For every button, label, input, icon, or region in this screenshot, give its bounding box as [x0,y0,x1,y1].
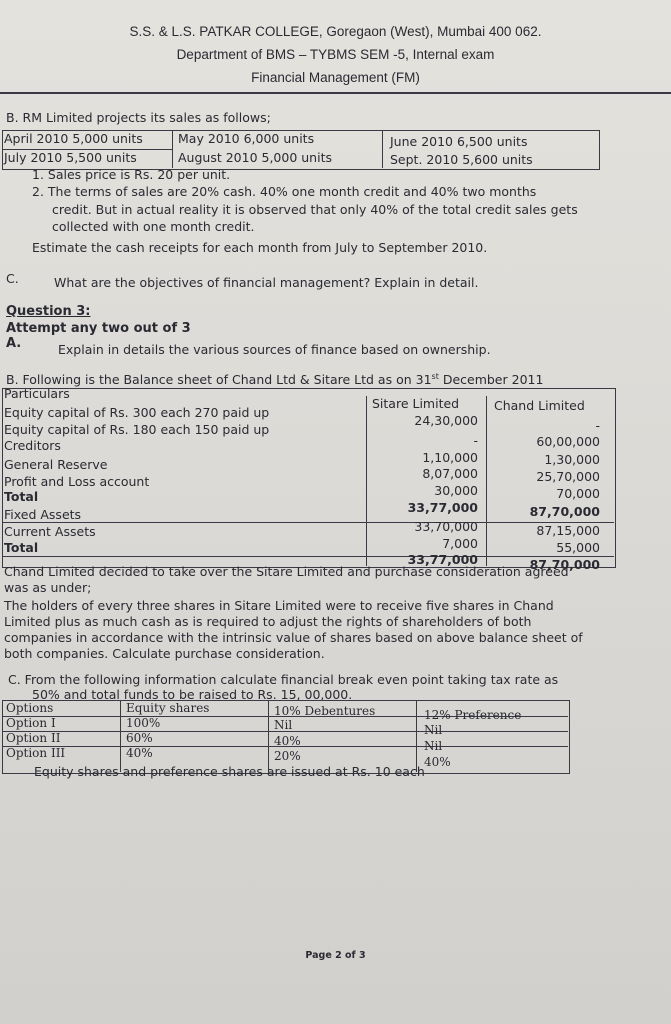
qb-point-1: 1. Sales price is Rs. 20 per unit. [32,167,231,182]
sales-cell: April 2010 5,000 units [4,131,143,146]
q3b-para: The holders of every three shares in Sitare Limited were to receive five shares in Chand [4,598,554,613]
q3b-para: companies in accordance with the intrinsic value of shares based on above balance sheet of [4,630,583,645]
q3c-intro-cont: 50% and total funds to be raised to Rs. 15, 00,000. [32,687,353,702]
options-cell: 40% [274,734,301,748]
bs-divider [366,396,367,566]
bs-row-sitare: 8,07,000 [422,466,478,481]
bs-row-label: Total [4,489,39,504]
options-cell: Option II [6,731,61,745]
options-cell: 40% [424,755,451,769]
options-cell: Nil [274,718,293,732]
options-header: 10% Debentures [274,704,376,718]
bs-col-sitare: Sitare Limited [372,396,460,411]
bs-row-sitare: 33,70,000 [414,519,478,534]
subject-title: Financial Management (FM) [251,70,420,85]
options-cell: 60% [126,731,153,745]
bs-row-sitare: - [473,433,478,448]
bs-row-label: Profit and Loss account [4,474,150,489]
bs-row-chand: 87,70,000 [529,504,600,519]
q3a-label: A. [6,336,22,351]
options-divider [416,700,417,772]
sales-table-divider [172,130,173,168]
q3b-para: was as under; [4,580,92,595]
bs-row-label: General Reserve [4,457,108,472]
options-header: Equity shares [126,701,210,715]
q3b-para: both companies. Calculate purchase consideration. [4,646,325,661]
q3b-intro-end: December 2011 [438,372,544,388]
bs-row-label: Total [4,540,39,555]
sales-cell: June 2010 6,500 units [390,134,528,149]
sales-table-divider [382,130,383,168]
options-cell: Nil [424,723,443,737]
options-cell: 100% [126,716,161,730]
bs-row-chand: 55,000 [556,540,600,555]
qb-point-2-cont: credit. But in actual reality it is observed that only 40% of the total credit sales gets [52,202,578,217]
bs-row-sitare: 30,000 [434,483,478,498]
bs-row-sitare: 24,30,000 [414,413,478,428]
qc-text: What are the objectives of financial management? Explain in detail. [54,275,479,290]
bs-row-chand: 1,30,000 [544,452,600,467]
bs-row-label: Fixed Assets [4,507,82,522]
bs-col-particulars: Particulars [4,386,70,401]
sales-cell: May 2010 6,000 units [178,131,315,146]
q3a-text: Explain in details the various sources of finance based on ownership. [58,342,491,357]
bs-row-chand: 25,70,000 [536,469,600,484]
options-header: 12% Preference [424,708,522,722]
bs-row-sitare: 33,77,000 [407,500,478,515]
bs-row-chand: 60,00,000 [536,434,600,449]
q3b-para: Limited plus as much cash as is required to adjust the rights of shareholders of both [4,614,532,629]
options-cell: 20% [274,749,301,763]
bs-row-label: Creditors [4,438,61,453]
bs-row-sitare: 1,10,000 [422,450,478,465]
bs-row-sitare: 7,000 [442,536,478,551]
bs-row-label: Equity capital of Rs. 180 each 150 paid up [4,422,270,437]
q3b-intro [6,372,543,387]
header-rule [0,92,671,94]
bs-row-chand: 87,15,000 [536,523,600,538]
sales-cell: August 2010 5,000 units [178,150,332,165]
options-header: Options [6,701,54,715]
options-cell: Option III [6,746,66,760]
qb-point-2-cont: collected with one month credit. [52,219,255,234]
page-number: Page 2 of 3 [305,950,366,961]
bs-row-label: Equity capital of Rs. 300 each 270 paid up [4,405,270,420]
q3b-para: Chand Limited decided to take over the Sitare Limited and purchase consideration agreed [4,564,569,579]
department-line: Department of BMS – TYBMS SEM -5, Internal exam [176,47,495,62]
qb-estimate: Estimate the cash receipts for each month from July to September 2010. [32,240,488,255]
question-3-instruction: Attempt any two out of 3 [6,321,191,336]
bs-col-chand: Chand Limited [494,398,585,413]
sales-cell: Sept. 2010 5,600 units [390,152,533,167]
options-cell: 40% [126,746,153,760]
q3c-note: Equity shares and preference shares are issued at Rs. 10 each [34,764,425,779]
qb-point-2: 2. The terms of sales are 20% cash. 40% one month credit and 40% two months [32,184,537,199]
options-cell: Option I [6,716,56,730]
q3c-intro: C. From the following information calculate financial break even point taking tax rate as [8,672,559,687]
qb-intro: B. RM Limited projects its sales as follows; [6,110,271,125]
bs-row-label: Current Assets [4,524,96,539]
college-name: S.S. & L.S. PATKAR COLLEGE, Goregaon (West), Mumbai 400 062. [129,24,542,39]
options-divider [120,700,121,772]
question-3-title: Question 3: [6,304,91,319]
bs-row-chand: 87,70,000 [529,557,600,572]
bs-divider [486,396,487,566]
bs-row-chand: 70,000 [556,486,600,501]
q3b-intro-sup: st [431,372,439,381]
qc-label: C. [6,271,19,286]
q3b-intro-text: B. Following is the Balance sheet of Chand Ltd & Sitare Ltd as on 31 [6,372,432,388]
options-divider [268,700,269,772]
options-cell: Nil [424,739,443,753]
bs-row-sitare: 33,77,000 [407,552,478,567]
bs-row-chand: - [595,418,600,433]
sales-cell: July 2010 5,500 units [4,150,137,165]
